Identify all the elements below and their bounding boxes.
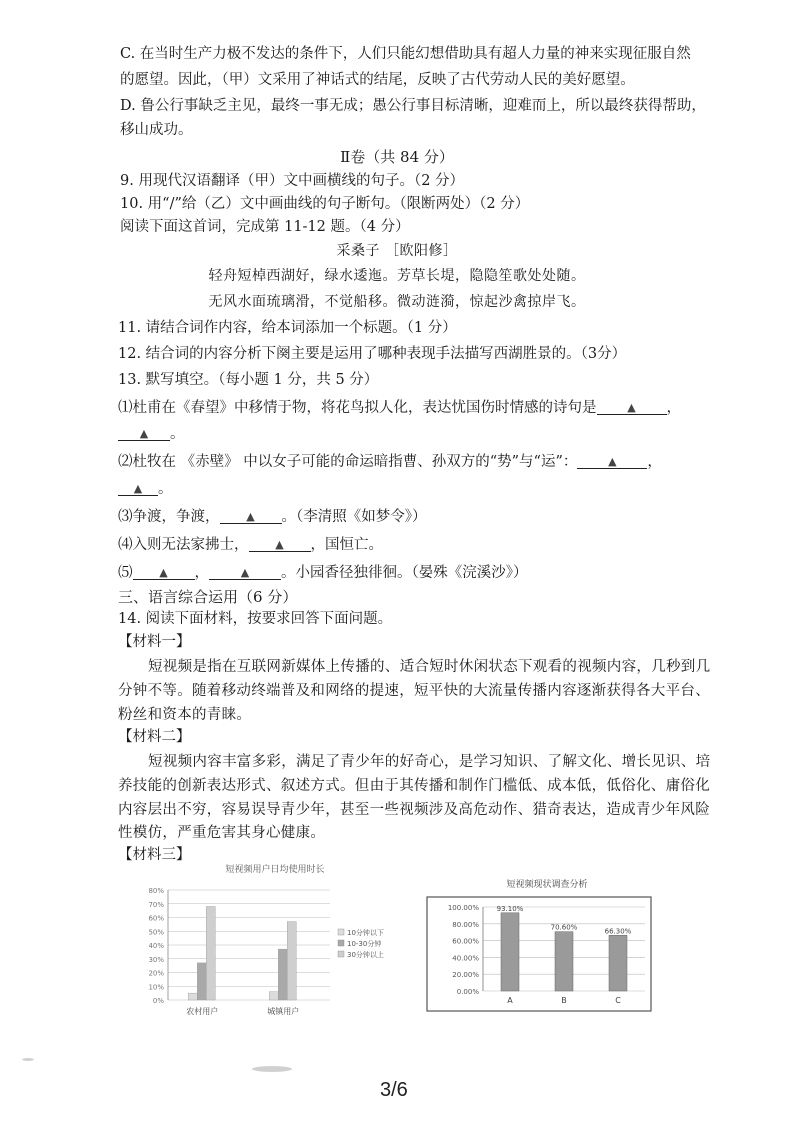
chart2-title: 短视频现状调查分析 [506,880,588,890]
q13-2-blank-b[interactable] [118,479,158,496]
chart2-ytick: 20.00% [452,971,479,980]
question-9: 9. 用现代汉语翻译（甲）文中画横线的句子。（2 分） [120,173,465,189]
chart2-ytick: 80.00% [452,920,479,929]
part3-title: 三、语言综合运用（6 分） [118,588,298,606]
material-1-label: 【材料一】 [118,634,191,650]
chart2-category-label: A [507,996,513,1005]
question-13: 13. 默写填空。（每小题 1 分，共 5 分） [118,372,379,388]
q13-4-text [118,535,383,555]
chart1-bar [287,922,296,1000]
material-2-line2: 养技能的创新表达形式、叙述方式。但由于其传播和制作门槛低、成本低，低俗化、庸俗化 [118,778,710,794]
q13-5-prompt: ⑸ [118,565,133,581]
chart1-ytick: 40% [148,942,164,950]
q13-5-blank-a[interactable] [133,563,195,580]
material-1-line2: 分钟不等。随着移动终端普及和网络的提速，短平快的大流量传播内容逐渐获得各大平台、 [118,683,710,699]
q13-2-prompt: ⑵杜牧在 《赤壁》 中以女子可能的命运暗指曹、孙双方的“势”与“运”： [118,454,578,470]
blank-triangle-icon: ▲ [139,427,149,440]
q13-2-blank-a[interactable] [577,452,647,469]
q13-4-prompt: ⑷入则无法家拂士， [118,537,249,553]
chart1-ytick: 20% [148,969,164,978]
blank-triangle-icon: ▲ [608,455,617,468]
q13-1-text-cont [118,424,185,444]
q13-5-text [118,563,528,583]
option-c-line2: 的愿望。因此，（甲）文采用了神话式的结尾，反映了古代劳动人民的美好愿望。 [120,72,635,88]
q13-1-blank-b[interactable] [118,424,170,441]
chart1-ytick: 0% [152,997,164,1005]
q13-1-comma: ， [666,400,681,416]
question-11: 11. 请结合词作内容，给本词添加一个标题。（1 分） [118,320,457,336]
question-14: 14. 阅读下面材料，按要求回答下面问题。 [118,611,393,627]
option-c-line1: C. 在当时生产力极不发达的条件下，人们只能幻想借助具有超人力量的神来实现征服自然 [120,46,691,62]
chart1-legend-label: 30分钟以上 [347,951,384,959]
chart1-legend-swatch [338,940,344,946]
chart1-ytick: 50% [148,928,164,937]
material-2-line3: 内容层出不穷，容易误导青少年，甚至一些视频涉及高危动作、猎奇表达，造成青少年风险 [118,802,710,818]
blank-triangle-icon: ▲ [627,401,636,414]
chart1-legend-label: 10分钟以下 [347,929,384,937]
survey-analysis-chart [425,875,653,1015]
usage-duration-chart [140,860,410,1025]
material-2-line4: 性模仿，严重危害其身心健康。 [118,825,326,841]
chart1-category-label: 城镇用户 [267,1007,300,1016]
q13-1-prompt: ⑴杜甫在《春望》中移情于物，将花鸟拟人化，表达忧国伤时情感的诗句是 [118,400,597,416]
chart2-bar [501,913,519,991]
material-2-line1: 短视频内容丰富多彩，满足了青少年的好奇心，是学习知识、了解文化、增长见识、培 [148,754,711,770]
q13-2-end: 。 [158,481,173,497]
chart2-data-label: 66.30% [604,927,632,936]
q13-1-blank-a[interactable] [597,398,667,415]
scan-smudge [252,1066,292,1072]
blank-triangle-icon: ▲ [159,566,168,579]
chart1-bar [206,907,215,1001]
q13-4-blank[interactable] [249,535,311,552]
q13-2-text [118,452,662,472]
poem-title: 采桑子 ［欧阳修］ [336,243,458,259]
material-1-line1: 短视频是指在互联网新媒体上传播的、适合短时休闲状态下观看的视频内容，几秒到几 [148,659,711,675]
q13-2-comma: ， [647,454,662,470]
chart1-bar [197,963,206,1000]
material-1-line3: 粉丝和资本的青睐。 [118,707,252,723]
q13-5-comma: ， [194,565,209,581]
chart1-ytick: 70% [148,900,164,909]
poem-intro: 阅读下面这首词，完成第 11-12 题。（4 分） [120,219,410,235]
chart1-ytick: 80% [148,887,164,895]
q13-3-text [118,507,427,527]
chart2-ytick: 100.00% [447,904,479,912]
chart2-ytick: 60.00% [452,937,479,946]
chart2-bar [555,932,573,991]
chart1-title: 短视频用户日均使用时长 [225,865,325,875]
blank-triangle-icon: ▲ [240,566,250,579]
poem-line-2: 无风水面琉璃滑，不觉船移。微动涟漪，惊起沙禽掠岸飞。 [208,294,586,310]
chart1-ytick: 30% [148,955,164,964]
question-10: 10. 用“/”给（乙）文中画曲线的句子断句。（限断两处）（2 分） [120,196,530,212]
q13-4-end: ，国恒亡。 [310,537,383,553]
chart1-legend-label: 10-30分钟 [347,940,382,948]
material-2-label: 【材料二】 [118,729,191,745]
chart2-bar [609,935,627,991]
part2-title: Ⅱ卷（共 84 分） [340,148,454,166]
blank-triangle-icon: ▲ [133,482,143,495]
chart2-data-label: 93.10% [496,904,524,913]
chart1-legend-swatch [338,929,344,935]
q13-1-text [118,398,681,418]
chart1-bar [278,949,287,1000]
blank-triangle-icon: ▲ [246,510,255,523]
chart1-bar [188,993,197,1000]
q13-3-blank[interactable] [220,507,282,524]
chart2-data-label: 70.60% [550,923,578,932]
chart1-ytick: 60% [148,914,164,923]
blank-triangle-icon: ▲ [275,538,284,551]
q13-1-end: 。 [170,426,185,442]
q13-5-end: 。小园香径独徘徊。（晏殊《浣溪沙》） [281,565,528,581]
option-d-line2: 移山成功。 [120,122,193,138]
chart1-category-label: 农村用户 [186,1007,219,1016]
poem-line-1: 轻舟短棹西湖好，绿水逶迤。芳草长堤，隐隐笙歌处处随。 [208,268,586,284]
chart2-ytick: 40.00% [452,954,479,963]
scan-mark [22,1058,34,1061]
material-3-label: 【材料三】 [118,847,191,863]
question-12: 12. 结合词的内容分析下阕主要是运用了哪种表现手法描写西湖胜景的。（3分） [118,346,627,362]
chart2-category-label: B [561,996,567,1005]
option-d-line1: D. 鲁公行事缺乏主见，最终一事无成；愚公行事目标清晰，迎难而上，所以最终获得帮助， [120,98,706,114]
q13-3-end: 。（李清照《如梦令》） [281,509,427,525]
chart2-category-label: C [615,996,621,1005]
chart1-legend-swatch [338,951,344,957]
q13-3-prompt: ⑶争渡，争渡， [118,509,220,525]
chart1-bar [269,992,278,1000]
q13-5-blank-b[interactable] [209,563,281,580]
chart2-ytick: 0.00% [456,988,479,996]
page-number: 3/6 [380,1079,408,1101]
q13-2-text-cont [118,479,173,499]
chart1-ytick: 10% [148,983,164,992]
